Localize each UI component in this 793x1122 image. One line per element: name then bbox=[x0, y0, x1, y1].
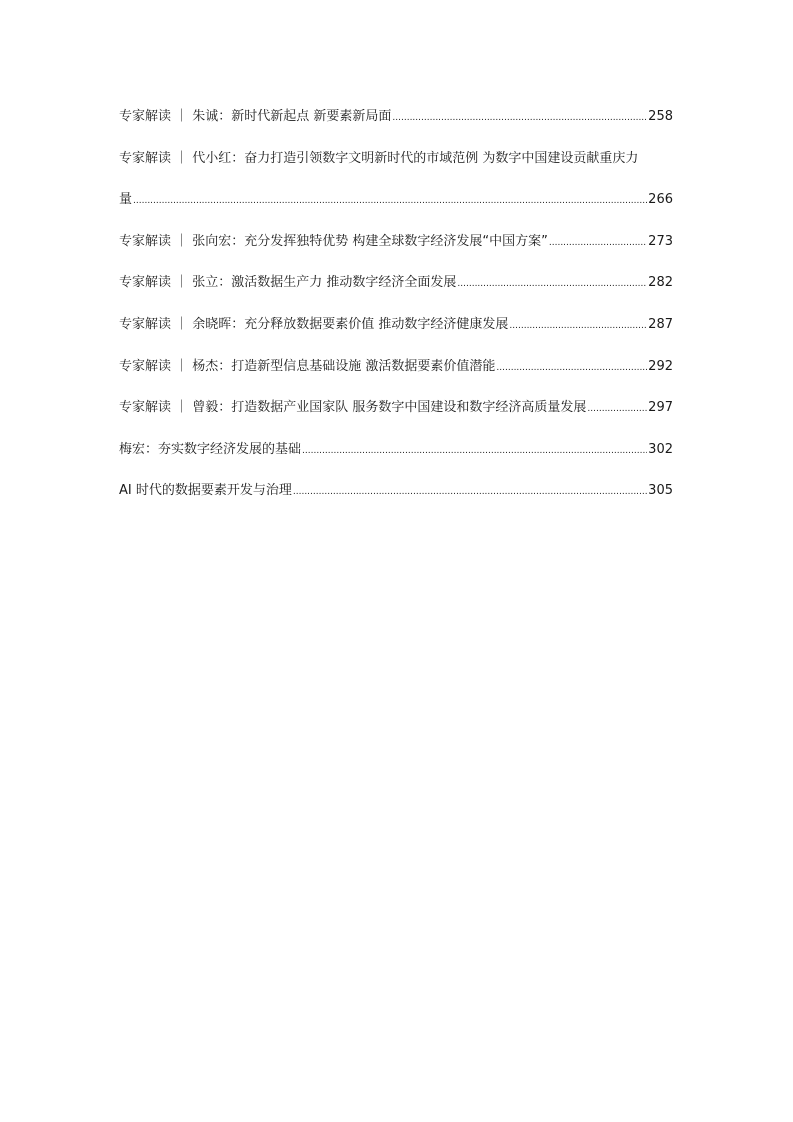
toc-entry-title: AI 时代的数据要素开发与治理 bbox=[119, 483, 292, 499]
toc-page-number: 297 bbox=[648, 400, 673, 416]
toc-page-number: 258 bbox=[648, 109, 673, 124]
toc-entry-title: 专家解读 ｜ 张立：激活数据生产力 推动数字经济全面发展 bbox=[119, 275, 457, 291]
toc-page-number: 273 bbox=[648, 233, 673, 249]
toc-entry[interactable] bbox=[119, 396, 673, 420]
toc-entry[interactable] bbox=[119, 313, 673, 337]
toc-page-number: 292 bbox=[648, 358, 673, 374]
toc-entry[interactable] bbox=[119, 271, 673, 295]
toc-entry[interactable] bbox=[119, 479, 673, 503]
toc-entry-title: 专家解读 ｜ 杨杰：打造新型信息基础设施 激活数据要素价值潜能 bbox=[119, 358, 496, 374]
toc-leader-dots bbox=[302, 439, 647, 463]
toc-entry[interactable] bbox=[119, 355, 673, 379]
toc-entry-title: 专家解读 ｜ 张向宏：充分发挥独特优势 构建全球数字经济发展“中国方案” bbox=[119, 233, 548, 249]
toc-entry-title-line1: 专家解读 ｜ 代小红：奋力打造引领数字文明新时代的市域范例 为数字中国建设贡献重庆力 bbox=[119, 150, 639, 166]
toc-page-number: 266 bbox=[648, 192, 673, 208]
toc-page-number: 287 bbox=[648, 316, 673, 332]
toc-entry-title-line2: 量 bbox=[119, 192, 133, 208]
toc-leader-dots bbox=[549, 231, 647, 255]
toc-leader-dots bbox=[509, 314, 647, 338]
toc-leader-dots bbox=[133, 189, 647, 213]
toc-page-number: 305 bbox=[648, 483, 673, 499]
toc-entry-title: 专家解读 ｜ 曾毅：打造数据产业国家队 服务数字中国建设和数字经济高质量发展 bbox=[119, 400, 587, 416]
toc-leader-dots bbox=[587, 397, 647, 421]
toc-entry[interactable] bbox=[119, 438, 673, 462]
toc-entry-title: 专家解读 ｜ 朱诚：新时代新起点 新要素新局面 bbox=[119, 109, 392, 124]
toc-leader-dots bbox=[293, 480, 647, 504]
toc-leader-dots bbox=[392, 106, 647, 130]
toc-entry[interactable] bbox=[119, 147, 673, 213]
toc-page-number: 302 bbox=[648, 441, 673, 457]
toc-leader-dots bbox=[457, 272, 647, 296]
toc-entry-title: 专家解读 ｜ 余晓晖：充分释放数据要素价值 推动数字经济健康发展 bbox=[119, 316, 509, 332]
toc-page-number: 282 bbox=[648, 275, 673, 291]
toc-entry-title: 梅宏：夯实数字经济发展的基础 bbox=[119, 441, 302, 457]
table-of-contents bbox=[119, 105, 673, 521]
toc-entry[interactable] bbox=[119, 105, 673, 129]
toc-leader-dots bbox=[496, 356, 647, 380]
toc-entry[interactable] bbox=[119, 230, 673, 254]
